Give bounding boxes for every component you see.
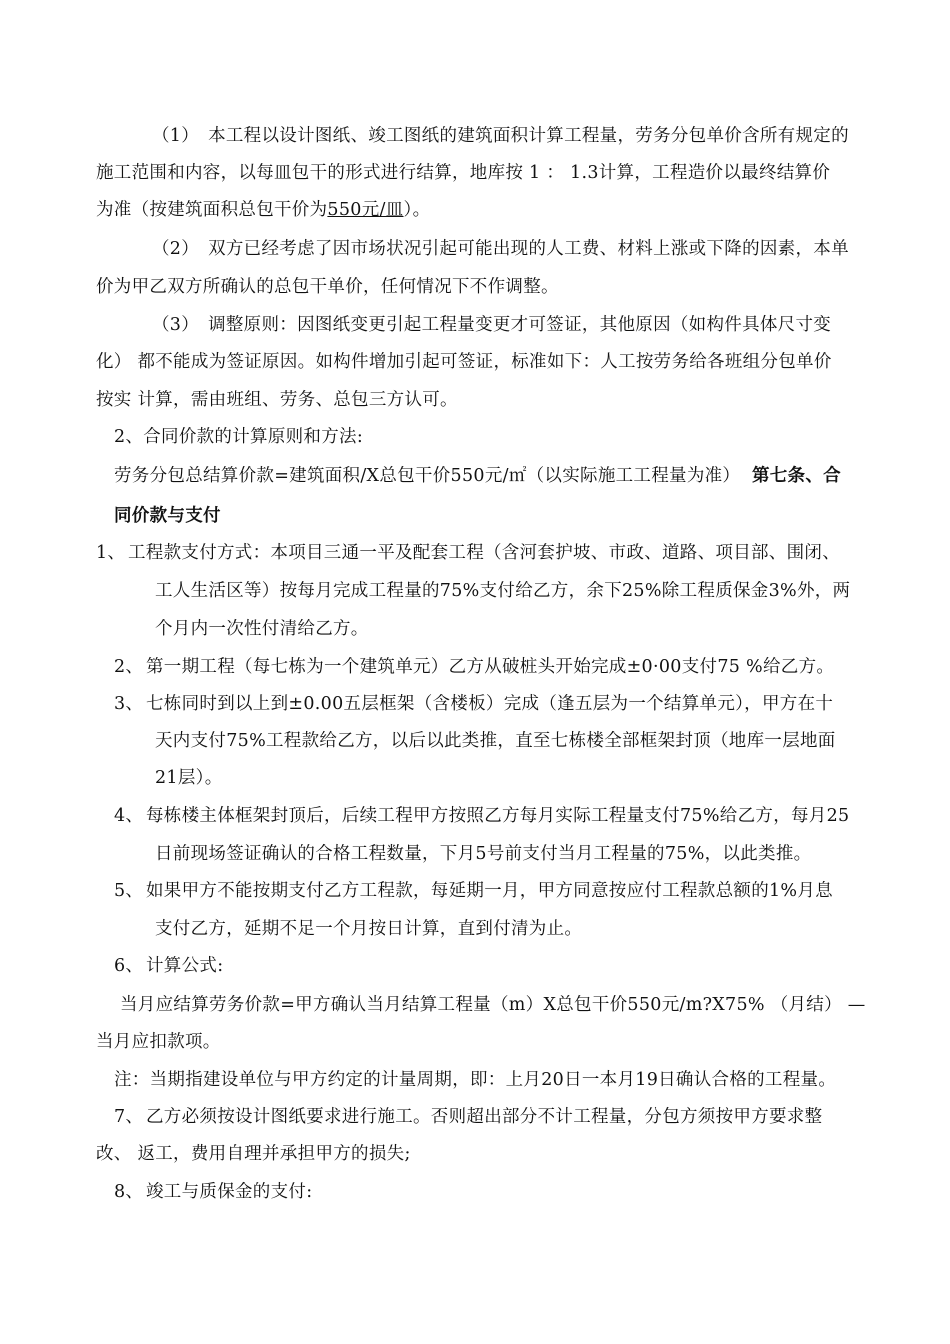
clause-1-line-1: （1） 本工程以设计图纸、竣工图纸的建筑面积计算工程量，劳务分包单价含所有规定的 [152,126,849,146]
clause-2-line-1: （2） 双方已经考虑了因市场状况引起可能出现的人工费、材料上涨或下降的因素，本单 [152,239,849,259]
clause-2-line-2: 价为甲乙双方所确认的总包干单价，任何情况下不作调整。 [96,277,559,297]
item-6-line-1: 计算公式: [146,956,224,976]
measurement-period-note: 注：当期指建设单位与甲方约定的计量周期，即：上月20日一本月19日确认合格的工程量。 [114,1070,837,1090]
article-7-heading-start: 第七条、合 [751,466,841,486]
clause-1-line-2: 施工范围和内容，以每皿包干的形式进行结算，地库按 1 ： 1.3计算，工程造价以最终结算价 [96,163,831,183]
item-5-number: 5、 [114,881,144,901]
section-2-title: 2、合同价款的计算原则和方法: [114,427,364,447]
item-2-number: 2、 [114,657,144,677]
item-6-number: 6、 [114,956,144,976]
clause-1-text-a: 为准（按建筑面积总包干价为 [96,200,328,220]
item-7-line-1: 乙方必须按设计图纸要求进行施工。否则超出部分不计工程量，分包方须按甲方要求整 [146,1107,823,1127]
settlement-formula-line [114,464,841,488]
item-4-number: 4、 [114,806,144,826]
settlement-formula: 劳务分包总结算价款=建筑面积/X总包干价550元/㎡（以实际施工工程量为准） [114,466,741,486]
item-3-line-1: 七栋同时到以上到±0.00五层框架（含楼板）完成（逢五层为一个结算单元），甲方在十 [146,694,834,714]
article-7-heading-end: 同价款与支付 [114,506,221,526]
monthly-formula-line-2: 当月应扣款项。 [96,1032,221,1052]
item-5-line-1: 如果甲方不能按期支付乙方工程款，每延期一月，甲方同意按应付工程款总额的1%月息 [146,881,833,901]
item-1-line-2: 工人生活区等）按每月完成工程量的75%支付给乙方，余下25%除工程质保金3%外，两 [155,581,851,601]
item-3-number: 3、 [114,694,144,714]
item-3-line-3: 21层）。 [155,768,223,788]
clause-3-line-3: 按实 计算，需由班组、劳务、总包三方认可。 [96,390,458,410]
item-5-line-2: 支付乙方，延期不足一个月按日计算，直到付清为止。 [155,919,583,939]
clause-3-line-2: 化） 都不能成为签证原因。如构件增加引起可签证，标准如下：人工按劳务给各班组分包单价 [96,352,832,372]
clause-1-line-3 [96,198,430,222]
item-7-line-2: 改、 返工，费用自理并承担甲方的损失; [96,1144,411,1164]
item-3-line-2: 天内支付75%工程款给乙方，以后以此类推，直至七栋楼全部框架封顶（地库一层地面 [155,731,836,751]
item-2-line-1: 第一期工程（每七栋为一个建筑单元）乙方从破桩头开始完成±0·00支付75 %给乙方。 [146,657,835,677]
item-1-number: 1、 [96,543,126,563]
item-8-number: 8、 [114,1182,144,1202]
item-8-line-1: 竣工与质保金的支付: [146,1182,313,1202]
item-1-line-1: 工程款支付方式：本项目三通一平及配套工程（含河套护坡、市政、道路、项目部、围闭、 [128,543,840,563]
monthly-formula-line-1: 当月应结算劳务价款=甲方确认当月结算工程量（m）X总包干价550元/m?X75% （月结） — [120,995,866,1015]
unit-price-underlined: 550元/皿 [327,200,404,220]
item-4-line-2: 日前现场签证确认的合格工程数量，下月5号前支付当月工程量的75%，以此类推。 [155,844,812,864]
clause-1-text-c: ）。 [403,200,431,220]
item-4-line-1: 每栋楼主体框架封顶后，后续工程甲方按照乙方每月实际工程量支付75%给乙方，每月25 [146,806,850,826]
item-7-number: 7、 [114,1107,144,1127]
item-1-line-3: 个月内一次性付清给乙方。 [155,619,369,639]
clause-3-line-1: （3） 调整原则：因图纸变更引起工程量变更才可签证，其他原因（如构件具体尺寸变 [152,315,832,335]
